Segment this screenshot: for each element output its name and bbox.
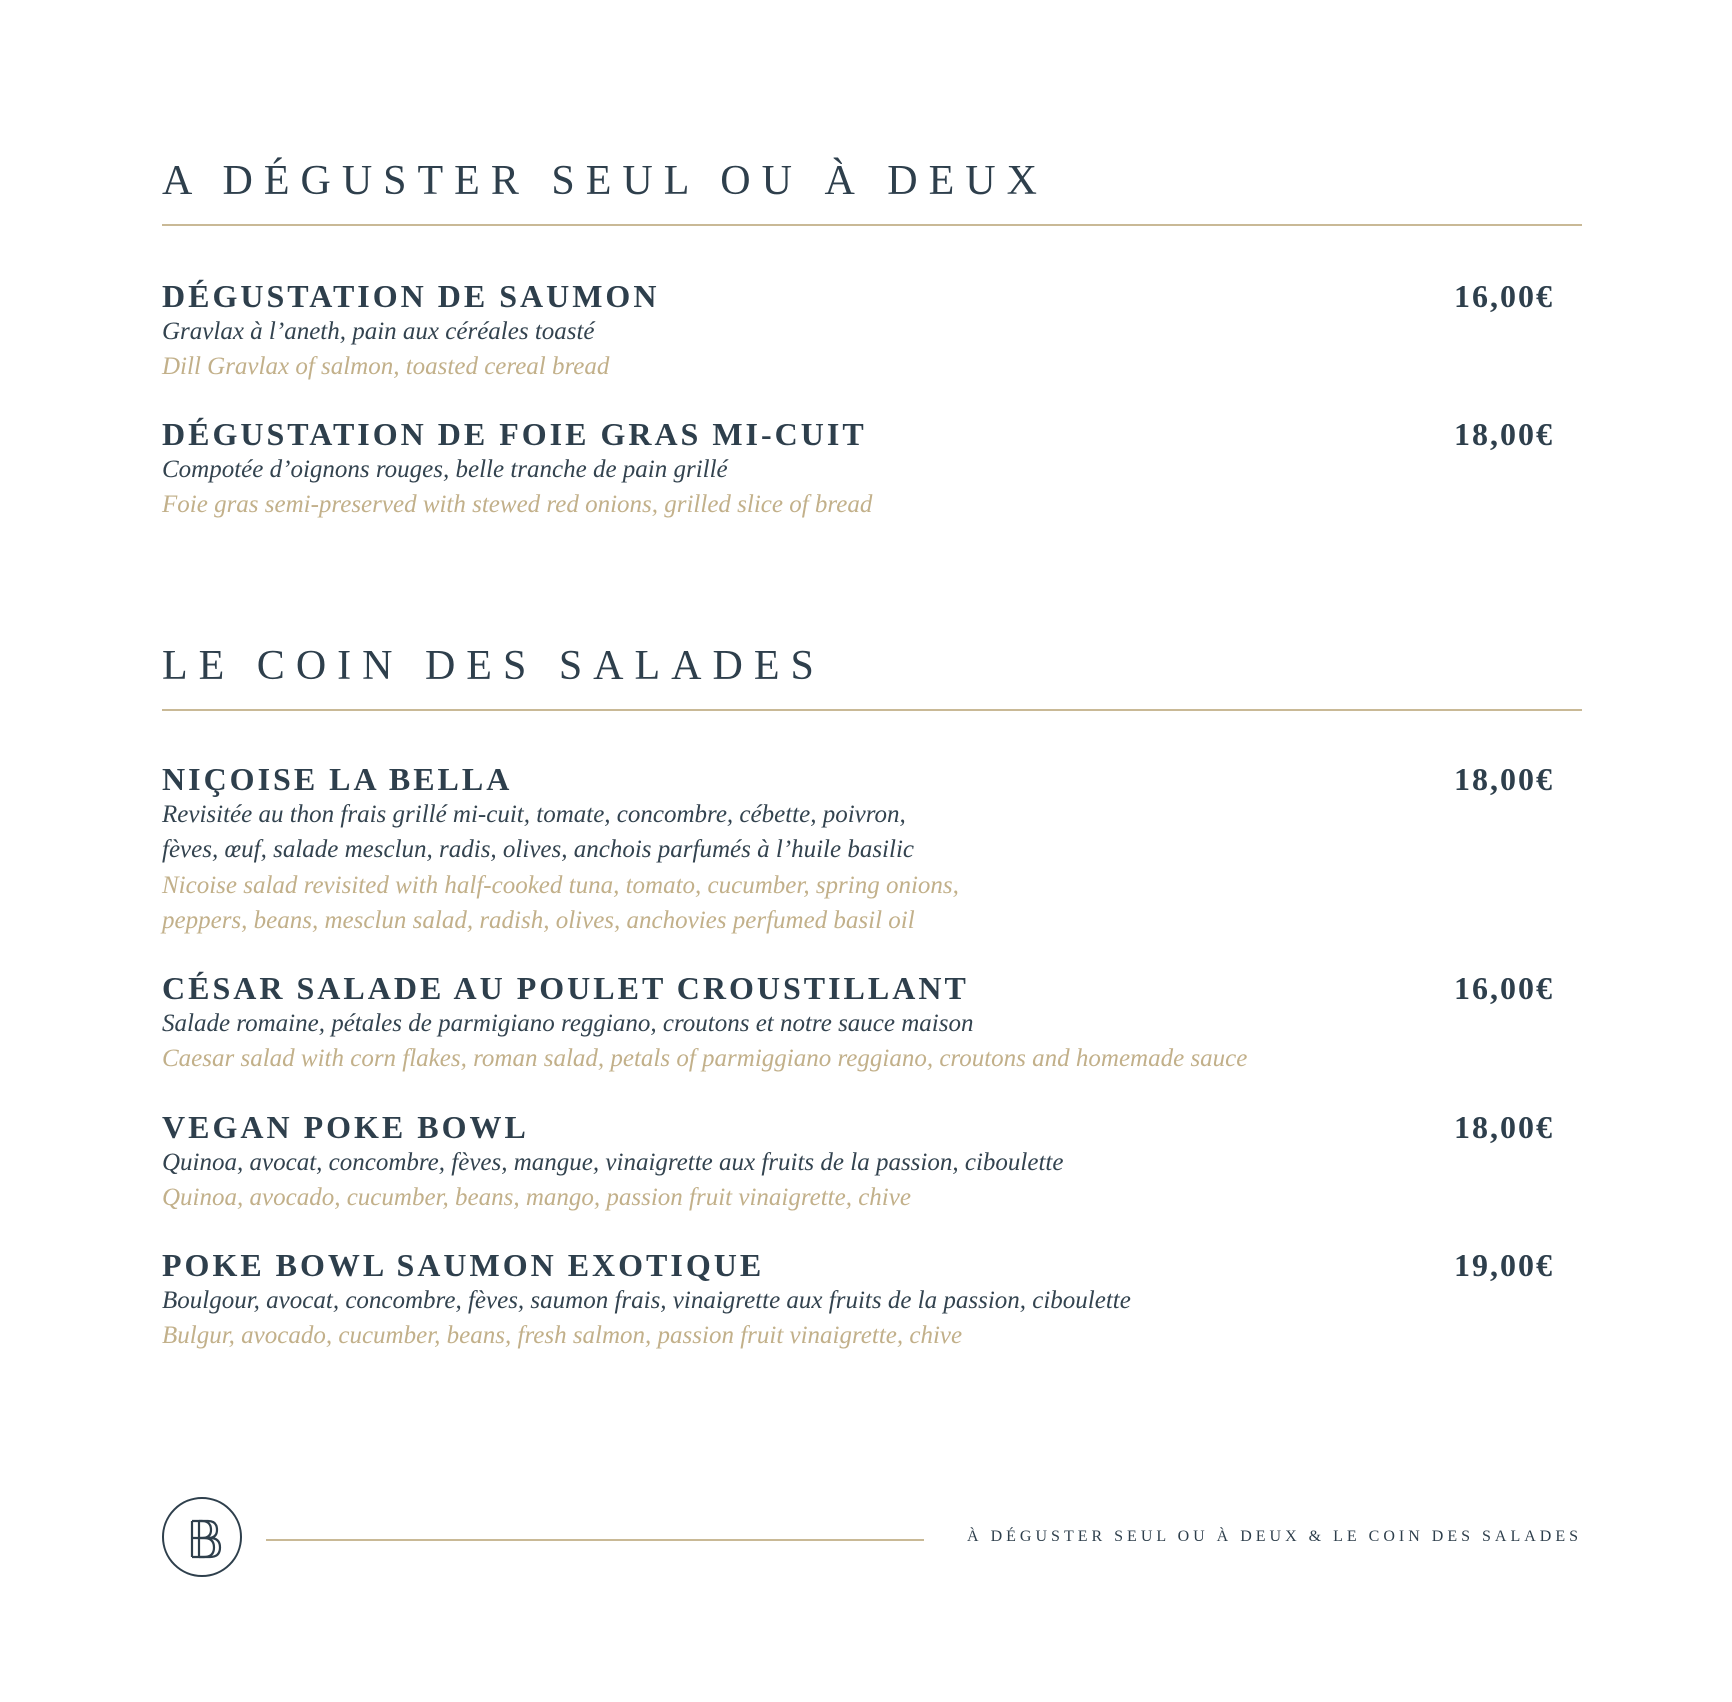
- item-description-en: Dill Gravlax of salmon, toasted cereal bread: [162, 353, 610, 380]
- section-divider: [162, 224, 1582, 226]
- section-divider: [162, 709, 1582, 711]
- item-description-en: Bulgur, avocado, cucumber, beans, fresh salmon, passion fruit vinaigrette, chive: [162, 1322, 963, 1349]
- item-description-en: peppers, beans, mesclun salad, radish, olives, anchovies perfumed basil oil: [162, 907, 915, 934]
- item-price: 18,00€: [1454, 1109, 1554, 1145]
- item-description-en: Nicoise salad revisited with half-cooked tuna, tomato, cucumber, spring onions,: [162, 872, 959, 899]
- item-name: NIÇOISE LA BELLA: [162, 761, 513, 797]
- footer-divider: [266, 1539, 924, 1541]
- item-description-fr: Boulgour, avocat, concombre, fèves, saumon frais, vinaigrette aux fruits de la passion, ciboulette: [162, 1287, 1131, 1314]
- footer-caption: À DÉGUSTER SEUL OU À DEUX & LE COIN DES SALADES: [967, 1528, 1582, 1545]
- item-description-fr: fèves, œuf, salade mesclun, radis, olives, anchois parfumés à l’huile basilic: [162, 836, 914, 863]
- item-description-fr: Salade romaine, pétales de parmigiano reggiano, croutons et notre sauce maison: [162, 1010, 974, 1037]
- item-description-en: Quinoa, avocado, cucumber, beans, mango, passion fruit vinaigrette, chive: [162, 1184, 911, 1211]
- item-price: 18,00€: [1454, 761, 1554, 797]
- item-price: 19,00€: [1454, 1247, 1554, 1283]
- item-name: POKE BOWL SAUMON EXOTIQUE: [162, 1247, 765, 1283]
- item-description-fr: Revisitée au thon frais grillé mi-cuit, tomate, concombre, cébette, poivron,: [162, 801, 906, 828]
- item-description-en: Caesar salad with corn flakes, roman salad, petals of parmiggiano reggiano, croutons and homemade sauce: [162, 1045, 1248, 1072]
- bb-monogram-icon: [162, 1497, 242, 1577]
- section-title: A DÉGUSTER SEUL OU À DEUX: [162, 158, 1048, 204]
- item-description-fr: Quinoa, avocat, concombre, fèves, mangue, vinaigrette aux fruits de la passion, ciboulette: [162, 1149, 1064, 1176]
- item-description-fr: Compotée d’oignons rouges, belle tranche de pain grillé: [162, 456, 728, 483]
- item-name: DÉGUSTATION DE FOIE GRAS MI-CUIT: [162, 416, 867, 452]
- item-description-en: Foie gras semi-preserved with stewed red onions, grilled slice of bread: [162, 491, 873, 518]
- item-description-fr: Gravlax à l’aneth, pain aux céréales toasté: [162, 318, 595, 345]
- menu-page: [162, 0, 1582, 1702]
- item-price: 18,00€: [1454, 416, 1554, 452]
- item-price: 16,00€: [1454, 278, 1554, 314]
- item-name: CÉSAR SALADE AU POULET CROUSTILLANT: [162, 970, 969, 1006]
- item-name: VEGAN POKE BOWL: [162, 1109, 529, 1145]
- item-name: DÉGUSTATION DE SAUMON: [162, 278, 660, 314]
- section-title: LE COIN DES SALADES: [162, 643, 825, 689]
- page-footer: [162, 1497, 1582, 1583]
- item-price: 16,00€: [1454, 970, 1554, 1006]
